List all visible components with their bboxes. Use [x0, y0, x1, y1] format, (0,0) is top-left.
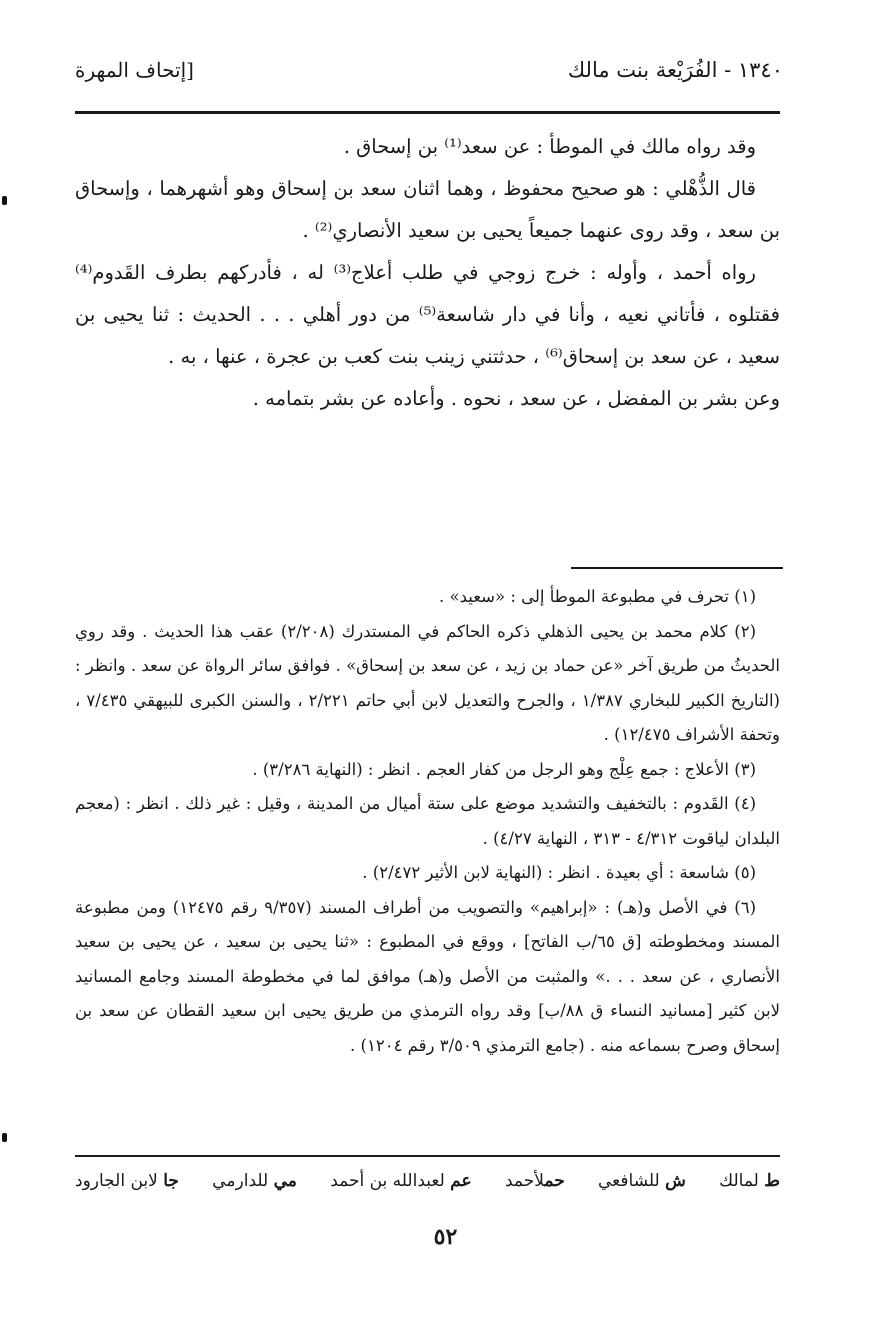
abbr-code: ش [665, 1171, 686, 1191]
main-text [75, 126, 780, 420]
abbr-item [719, 1166, 780, 1196]
abbreviation-rule [75, 1155, 780, 1157]
paragraph-2: قال الذُّهْلي : هو صحيح محفوظ ، وهما اثنان سعد بن إسحاق وهو أشهرهما ، وإسحاق بن سعد ، وقد روى عنهما جميعاً يحيى بن سعيد الأنصاري⁽²⁾ . [75, 177, 780, 242]
scan-mark [2, 196, 7, 205]
abbr-code: مي [273, 1171, 297, 1191]
abbr-name: لابن الجارود [75, 1171, 158, 1191]
scan-mark [2, 1133, 7, 1142]
abbr-code: ط [764, 1171, 780, 1191]
abbreviation-key [75, 1166, 780, 1196]
paragraph-3: رواه أحمد ، وأوله : خرج زوجي في طلب أعلاج⁽³⁾ له ، فأدركهم بطرف القَدوم⁽⁴⁾ فقتلوه ، فأتاني نعيه ، وأنا في دار شاسعة⁽⁵⁾ من دور أهلي . . . الحديث : ثنا يحيى بن سعيد ، عن سعد بن إسحاق⁽⁶⁾ ، حدثتني زينب بنت كعب بن عجرة ، عنها ، به . [75, 261, 780, 368]
abbr-item [330, 1166, 471, 1196]
abbr-name: لأحمد [504, 1171, 545, 1191]
paragraph-1: وقد رواه مالك في الموطأ : عن سعد⁽¹⁾ بن إسحاق . [343, 135, 756, 158]
footnotes [75, 580, 780, 1063]
abbr-name: للشافعي [598, 1171, 660, 1191]
abbr-item [598, 1166, 686, 1196]
footnote-2: (٢) كلام محمد بن يحيى الذهلي ذكره الحاكم في المستدرك (٢/٢٠٨) عقب هذا الحديث . وقد روي الحديثُ من طريق آخر «عن حماد بن زيد ، عن سعد بن إسحاق» . فوافق سائر الرواة عن سعد . وانظر : (التاريخ الكبير للبخاري ١/٣٨٧ ، والجرح والتعديل لابن أبي حاتم ٢/٢٢١ ، والسنن الكبرى للبيهقي ٧/٤٣٥ ، وتحفة الأشراف ١٢/٤٧٥) . [75, 621, 780, 744]
abbr-name: للدارمي [212, 1171, 269, 1191]
page-number: ٥٢ [433, 1224, 458, 1250]
hadith-title: ١٣٤٠ - الفُرَيْعة بنت مالك [567, 58, 783, 82]
paragraph-4: وعن بشر بن المفضل ، عن سعد ، نحوه . وأعاده عن بشر بتمامه . [252, 387, 780, 410]
abbr-name: لمالك [719, 1171, 759, 1191]
header-rule [75, 111, 780, 114]
abbr-item [75, 1166, 179, 1196]
footnote-4: (٤) القَدوم : بالتخفيف والتشديد موضع على ستة أميال من المدينة ، وقيل : غير ذلك . انظر : (معجم البلدان لياقوت ٤/٣١٢ - ٣١٣ ، النهاية ٤/٢٧) . [75, 794, 780, 848]
abbr-code: جا [163, 1171, 179, 1191]
footnote-5: (٥) شاسعة : أي بعيدة . انظر : (النهاية لابن الأثير ٢/٤٧٢) . [362, 863, 756, 882]
footnote-1: (١) تحرف في مطبوعة الموطأ إلى : «سعيد» . [439, 587, 756, 606]
abbr-item [212, 1166, 297, 1196]
footnote-3: (٣) الأعلاج : جمع عِلْج وهو الرجل من كفار العجم . انظر : (النهاية ٣/٢٨٦) . [252, 759, 756, 779]
footnote-separator [571, 567, 783, 569]
abbr-code: حم [544, 1171, 565, 1191]
abbr-code: عم [450, 1171, 472, 1191]
book-title: [إتحاف المهرة [75, 58, 194, 82]
abbr-item [505, 1166, 565, 1196]
abbr-name: لعبدالله بن أحمد [330, 1171, 445, 1191]
page-header [75, 58, 783, 98]
footnote-6: (٦) في الأصل و(هـ) : «إبراهيم» والتصويب من أطراف المسند (٩/٣٥٧ رقم ١٢٤٧٥) ومن مطبوعة المسند ومخطوطته [ق ٦٥/ب الفاتح] ، ووقع في المطبوع : «ثنا يحيى بن سعيد ، عن يحيى بن سعيد الأنصاري ، عن سعد . . .» والمثبت من الأصل و(هـ) موافق لما في مخطوطة المسند وجامع المسانيد لابن كثير [مسانيد النساء ق ٨٨/ب] وقد رواه الترمذي من طريق يحيى ابن سعيد القطان عن سعد بن إسحاق وصرح بسماعه منه . (جامع الترمذي ٣/٥٠٩ رقم ١٢٠٤) . [75, 897, 780, 1055]
